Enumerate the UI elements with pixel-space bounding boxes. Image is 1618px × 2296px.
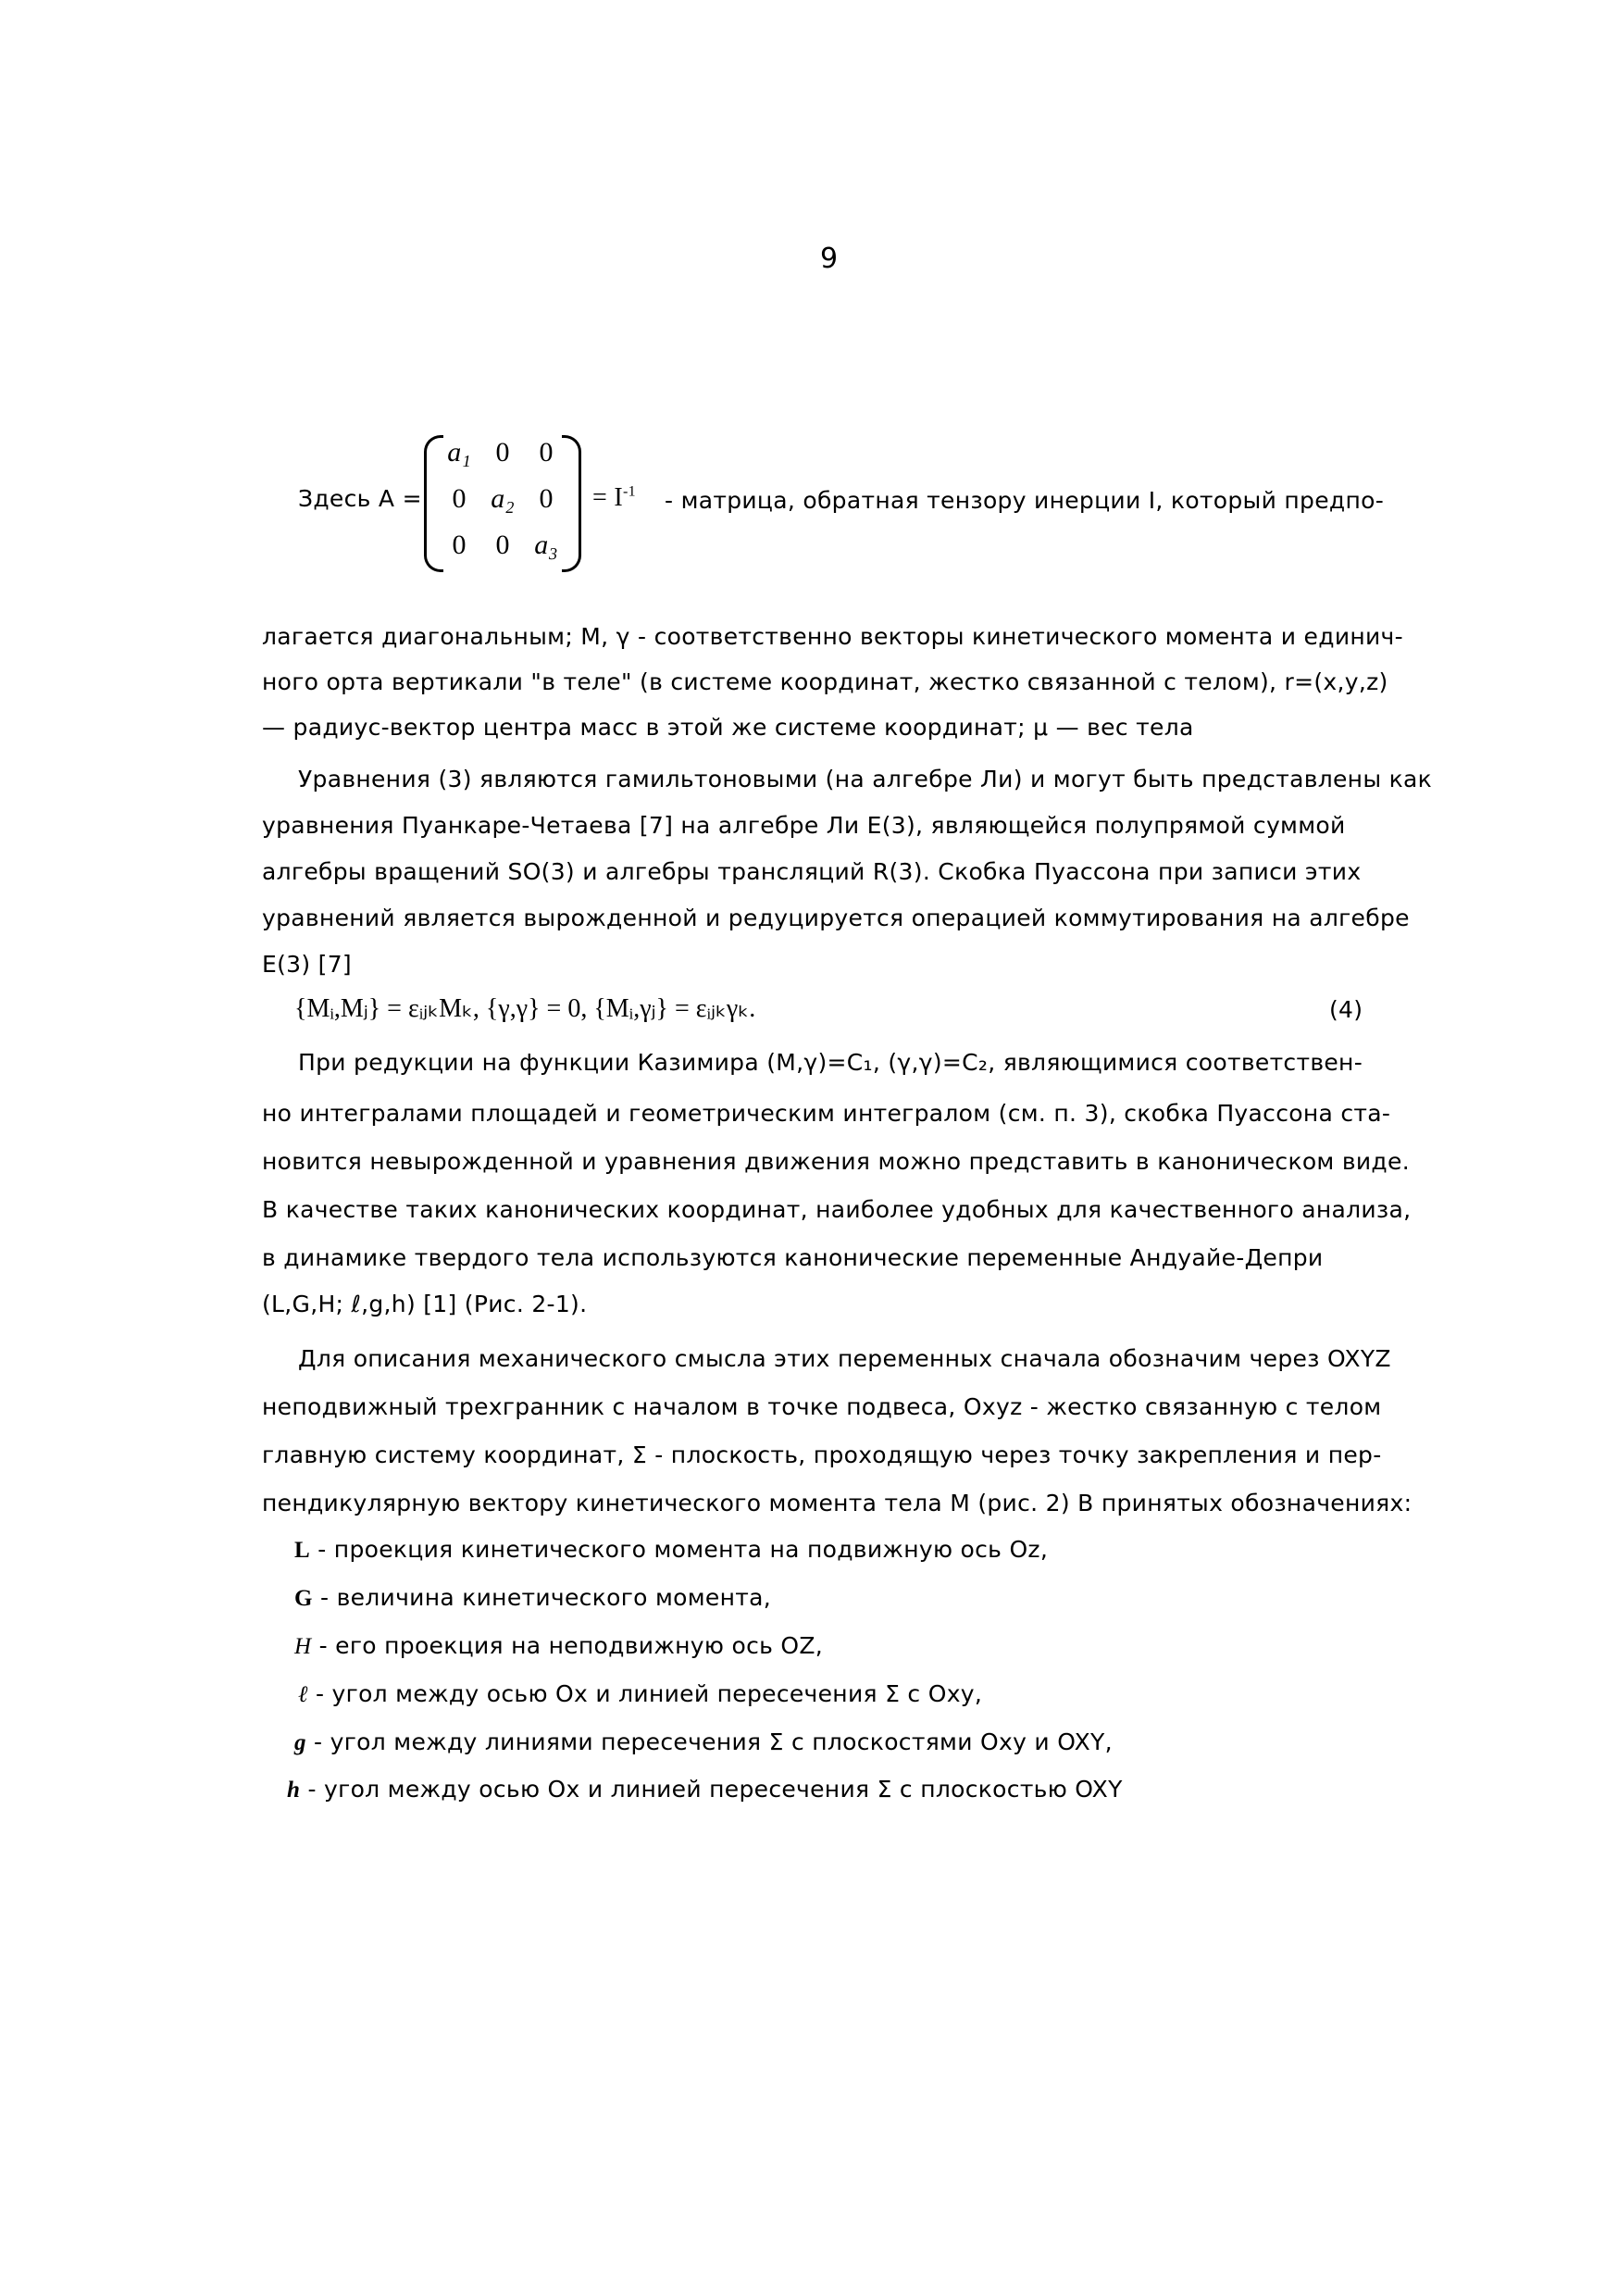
definition-item — [294, 1584, 771, 1612]
p3-line: но интегралами площадей и геометрическим интегралом (см. п. 3), скобка Пуассона ста- — [262, 1100, 1391, 1127]
matrix-equals — [592, 483, 636, 513]
p2-line: E(3) [7] — [262, 951, 352, 978]
matrix-inverse-sup: -1 — [623, 483, 636, 500]
p1-line: — радиус-вектор центра масс в этой же системе координат; μ — вес тела — [262, 714, 1194, 741]
p2-line: уравнения Пуанкаре-Четаева [7] на алгебре Ли E(3), являющейся полупрямой суммой — [262, 812, 1346, 839]
equation-4: {Mᵢ,Mⱼ} = εᵢⱼₖMₖ, {γ,γ} = 0, {Mᵢ,γⱼ} = εᵢⱼₖγₖ. — [294, 994, 756, 1023]
p3-line: В качестве таких канонических координат, наиболее удобных для качественного анализа, — [262, 1196, 1412, 1223]
equation-number: (4) — [1329, 996, 1363, 1023]
matrix-cell: 0 — [539, 437, 554, 468]
definition-symbol: ℓ — [298, 1682, 308, 1707]
p4-line: главную систему координат, Σ - плоскость, проходящую через точку закрепления и пер- — [262, 1441, 1382, 1468]
definition-symbol: L — [294, 1538, 310, 1563]
definition-text: - угол между осью Ox и линией пересечения Σ с плоскостью OXY — [300, 1776, 1123, 1803]
matrix-suffix: - матрица, обратная тензору инерции I, который предпо- — [665, 487, 1385, 514]
definition-item — [298, 1680, 982, 1708]
definition-item — [294, 1632, 823, 1660]
matrix-prefix: Здесь A = — [298, 485, 422, 512]
matrix-equals-text: = I — [592, 483, 624, 512]
p3-line: новится невырожденной и уравнения движения можно представить в каноническом виде. — [262, 1148, 1410, 1175]
inertia-matrix — [424, 435, 581, 567]
definition-symbol: h — [287, 1778, 301, 1803]
matrix-cell: 0 — [452, 483, 467, 514]
p3-line: в динамике твердого тела используются канонические переменные Андуайе-Депри — [262, 1244, 1324, 1271]
p4-line: пендикулярную вектору кинетического момента тела M (рис. 2) В принятых обозначениях: — [262, 1490, 1413, 1516]
p3-line: При редукции на функции Казимира (M,γ)=C₁, (γ,γ)=C₂, являющимися соответствен- — [298, 1049, 1363, 1076]
definition-text: - его проекция на неподвижную ось OZ, — [311, 1632, 824, 1659]
page-number: 9 — [820, 243, 839, 275]
p1-line: ного орта вертикали "в теле" (в системе координат, жестко связанной с телом), r=(x,y,z) — [262, 668, 1388, 695]
matrix-cell: a₁ — [447, 437, 471, 468]
matrix-cell: 0 — [495, 437, 510, 468]
p2-line: алгебры вращений SO(3) и алгебры трансляций R(3). Скобка Пуассона при записи этих — [262, 858, 1362, 885]
p2-line: уравнений является вырожденной и редуцируется операцией коммутирования на алгебре — [262, 905, 1410, 931]
definition-symbol: G — [294, 1586, 313, 1611]
definition-item — [287, 1776, 1123, 1803]
p3-line: (L,G,H; ℓ,g,h) [1] (Рис. 2-1). — [262, 1291, 588, 1317]
p1-line: лагается диагональным; M, γ - соответственно векторы кинетического момента и единич- — [262, 623, 1403, 650]
definition-symbol: H — [294, 1634, 312, 1659]
p2-line: Уравнения (3) являются гамильтоновыми (на алгебре Ли) и могут быть представлены как — [298, 766, 1433, 792]
matrix-cell: 0 — [539, 483, 554, 514]
definition-symbol: g — [294, 1730, 306, 1755]
matrix-cell: a₃ — [534, 530, 558, 560]
definition-text: - величина кинетического момента, — [312, 1584, 771, 1611]
matrix-cell: 0 — [452, 530, 467, 560]
definition-text: - угол между линиями пересечения Σ с плоскостями Oxy и OXY, — [305, 1728, 1113, 1755]
definition-item — [294, 1728, 1113, 1756]
definition-text: - угол между осью Ox и линией пересечения Σ с Oxy, — [307, 1680, 983, 1707]
matrix-cell: a₂ — [491, 483, 515, 514]
matrix-cell: 0 — [495, 530, 510, 560]
definition-text: - проекция кинетического момента на подвижную ось Oz, — [309, 1536, 1049, 1563]
p4-line: неподвижный трехгранник с началом в точке подвеса, Oxyz - жестко связанную с телом — [262, 1393, 1382, 1420]
matrix-right-paren — [562, 435, 581, 572]
p4-line: Для описания механического смысла этих переменных сначала обозначим через OXYZ — [298, 1345, 1391, 1372]
definition-item — [294, 1536, 1048, 1564]
